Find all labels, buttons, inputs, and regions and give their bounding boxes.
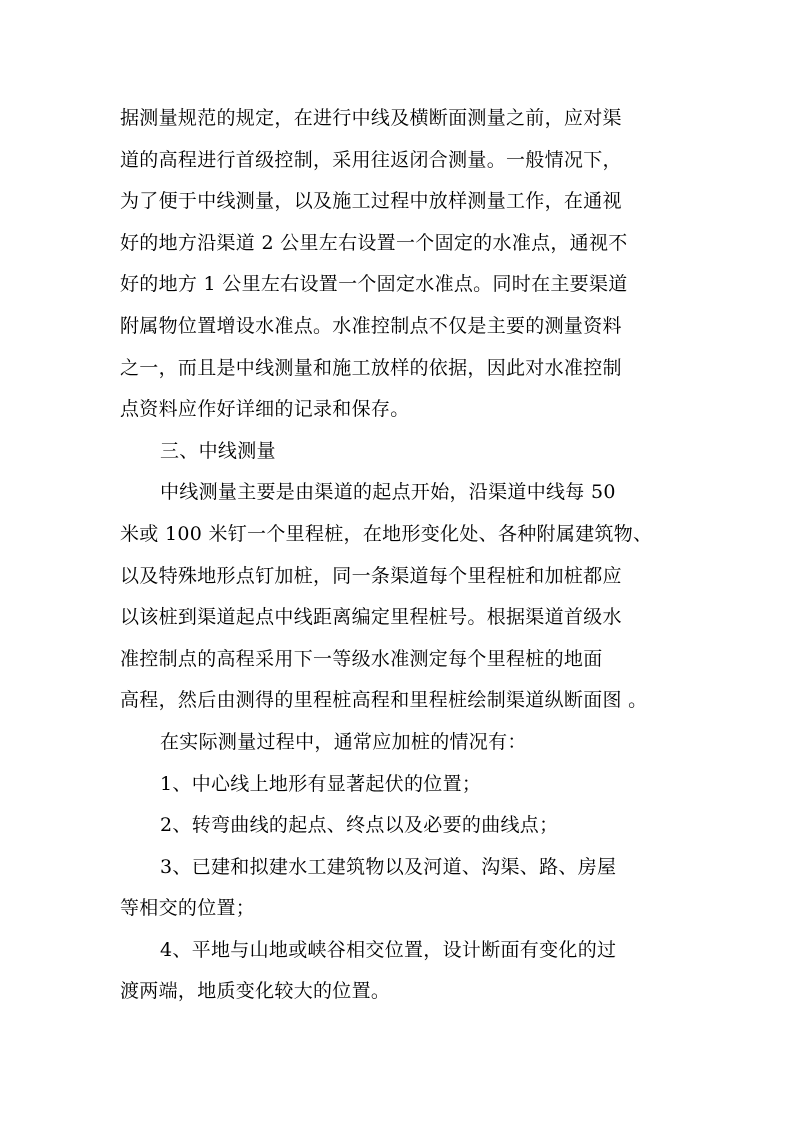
paragraph-line: 以及特殊地形点钉加桩，同一条渠道每个里程桩和加桩都应 [120,564,622,587]
section-heading: 三、中线测量 [160,439,276,462]
paragraph-line: 道的高程进行首级控制，采用往返闭合测量。一般情况下， [120,148,622,171]
paragraph-line: 以该桩到渠道起点中线距离编定里程桩号。根据渠道首级水 [120,606,622,629]
paragraph-line: 米或 100 米钉一个里程桩，在地形变化处、各种附属建筑物、 [120,522,653,545]
paragraph-line: 之一，而且是中线测量和施工放样的依据，因此对水准控制 [120,356,622,379]
paragraph-line: 准控制点的高程采用下一等级水准测定每个里程桩的地面 [120,647,603,670]
paragraph-line: 附属物位置增设水准点。水准控制点不仅是主要的测量资料 [120,314,622,337]
paragraph-line: 点资料应作好详细的记录和保存。 [120,398,410,421]
paragraph-line: 在实际测量过程中，通常应加桩的情况有： [160,730,527,753]
paragraph-line: 好的地方沿渠道 2 公里左右设置一个固定的水准点，通视不 [120,231,628,254]
paragraph-line: 中线测量主要是由渠道的起点开始，沿渠道中线每 50 [160,481,616,504]
document-body [120,98,680,1013]
paragraph-line: 据测量规范的规定，在进行中线及横断面测量之前，应对渠 [120,107,622,129]
list-item-continuation: 渡两端，地质变化较大的位置。 [120,980,391,1003]
list-item: 2、转弯曲线的起点、终点以及必要的曲线点； [160,814,559,837]
paragraph-line: 为了便于中线测量，以及施工过程中放样测量工作，在通视 [120,190,622,213]
paragraph-line: 高程，然后由测得的里程桩高程和里程桩绘制渠道纵断面图 。 [120,689,648,712]
list-item: 1、中心线上地形有显著起伏的位置； [160,772,482,795]
list-item: 3、已建和拟建水工建筑物以及河道、沟渠、路、房屋 [160,855,617,878]
list-item-continuation: 等相交的位置； [120,897,256,920]
paragraph-line: 好的地方 1 公里左右设置一个固定水准点。同时在主要渠道 [120,273,628,296]
list-item: 4、平地与山地或峡谷相交位置，设计断面有变化的过 [160,938,617,961]
